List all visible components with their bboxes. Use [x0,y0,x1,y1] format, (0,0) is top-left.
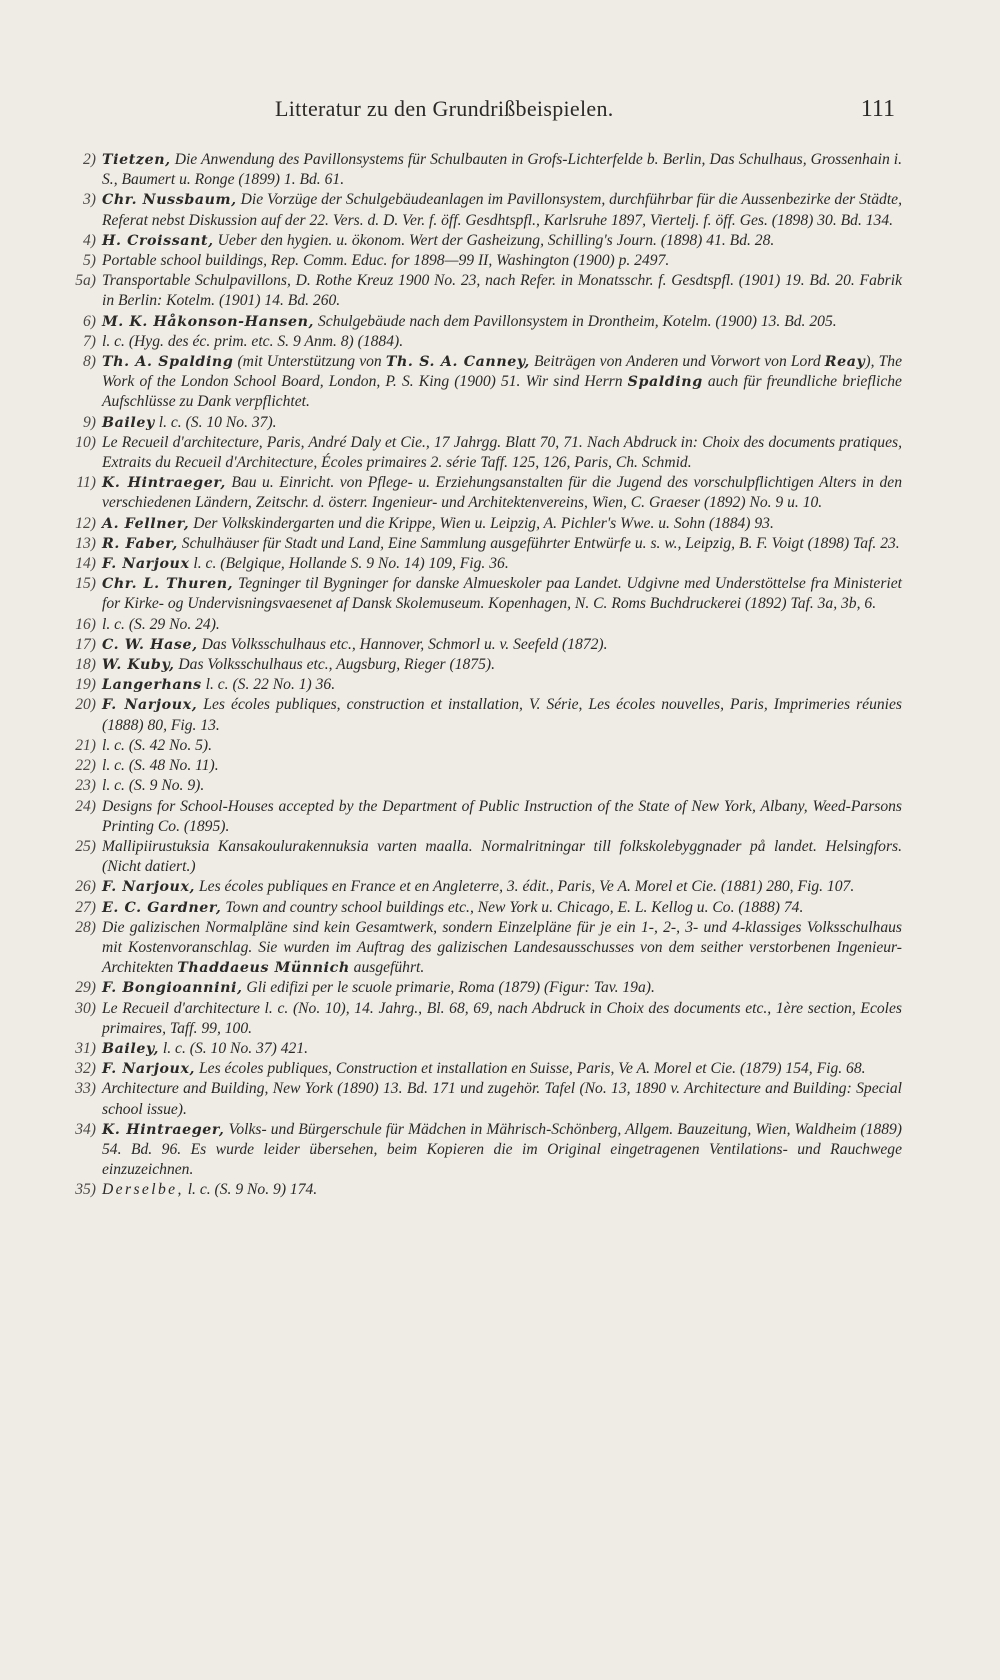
footnote-number: 24) [75,797,96,815]
footnote [60,918,902,979]
footnote [60,554,902,574]
author-name: C. W. Hase, [102,636,198,653]
page-header [0,96,1000,126]
author-name: H. Croissant, [102,232,214,249]
author-name: F. Narjoux, [102,697,198,714]
footnote [60,413,902,433]
footnote-number: 19) [75,676,96,694]
author-name: Langerhans [102,677,202,694]
footnote [60,615,902,635]
footnote-number: 22) [75,757,96,775]
footnote-number: 30) [75,999,96,1017]
citation-text: l. c. (S. 29 No. 24). [102,615,220,633]
footnote [60,736,902,756]
footnote-number: 33) [75,1080,96,1098]
author-name: E. C. Gardner, [102,899,222,916]
citation-text: Gli edifizi per le scuole primarie, Roma (1879) (Figur: Tav. 19a). [242,979,655,997]
author-name: Th. S. A. Canney, [385,354,530,371]
footnote-number: 4) [83,231,96,249]
citation-text: Town and country school buildings etc., New York u. Chicago, E. L. Kellog u. Co. (1888) 74. [221,898,804,916]
author-name: Chr. L. Thuren, [102,576,234,593]
citation-text: ), The Work of the London School Board, London, P. S. King (1900) 51. Wir sind Herrn [102,353,902,391]
footnote [60,776,902,796]
author-name: F. Narjoux, [102,879,196,896]
footnote [60,1039,902,1059]
footnote [60,534,902,554]
footnote [60,312,902,332]
footnote [60,797,902,837]
author-name: Thaddaeus Münnich [177,960,350,977]
citation-text: (mit Unterstützung von [233,353,386,371]
footnote-number: 12) [75,514,96,532]
citation-text: Tegninger til Bygninger for danske Almueskoler paa Landet. Udgivne med Understöttelse fra Ministeriet for Kirke- og Undervisningsvaesenet af Dansk Skolemuseum. Kopenhagen, N. C. Roms Buchdruckerei (1892) Taf. 3a, 3b, 6. [102,575,902,613]
footnote [60,251,902,271]
footnote [60,231,902,251]
citation-text: l. c. (S. 48 No. 11). [102,757,219,775]
citation-text: Das Volksschulhaus etc., Hannover, Schmorl u. v. Seefeld (1872). [197,635,608,653]
footnote-number: 25) [75,837,96,855]
footnote [60,514,902,534]
citation-text: Schulgebäude nach dem Pavillonsystem in Drontheim, Kotelm. (1900) 13. Bd. 205. [314,312,837,330]
footnote [60,635,902,655]
citation-text: Designs for School-Houses accepted by the Department of Public Instruction of the State of New York, Albany, Weed-Parsons Printing Co. (1895). [102,797,902,835]
citation-text: Volks- und Bürgerschule für Mädchen in Mährisch-Schönberg, Allgem. Bauzeitung, Wien, Waldheim (1889) 54. Bd. 96. Es wurde leider übersehen, beim Kopieren die im Original eingetragenen Ventilations- und Rauchwege einzuzeichnen. [102,1120,902,1179]
footnote-number: 32) [75,1060,96,1078]
citation-text: Schulhäuser für Stadt und Land, Eine Sammlung ausgeführter Entwürfe u. s. w., Leipzig, B. F. Voigt (1898) Taf. 23. [177,534,900,552]
footnote-number: 5a) [75,272,96,290]
footnote-number: 13) [75,534,96,552]
footnote [60,999,902,1039]
author-name: Reay [824,354,866,371]
footnote-number: 3) [83,191,96,209]
footnote [60,898,902,918]
footnote [60,433,902,473]
footnote [60,877,902,897]
footnote [60,150,902,190]
footnote [60,574,902,614]
citation-text: Le Recueil d'architecture, Paris, André Daly et Cie., 17 Jahrgg. Blatt 70, 71. Nach Abdruck in: Choix des documents pratiques, Extraits du Recueil d'Architecture, Écoles primaires 2. série Taff. 125, 126, Paris, Ch. Schmid. [102,433,902,472]
author-name: K. Hintraeger, [102,475,226,492]
citation-text: Les écoles publiques, construction et installation, V. Série, Les écoles nouvelles, Paris, Imprimeries réunies (1888) 80, Fig. 13. [102,696,902,734]
footnote [60,190,902,230]
author-name: Tietzen, [102,152,171,168]
citation-text: ausgeführt. [349,959,425,977]
footnote [60,1120,902,1181]
footnote [60,473,902,513]
footnote [60,837,902,877]
footnote [60,978,902,998]
footnote-number: 20) [75,696,96,714]
footnote-number: 17) [75,635,96,653]
footnote [60,332,902,352]
footnote-number: 6) [83,312,96,330]
footnote [60,655,902,675]
citation-text: Die Anwendung des Pavillonsystems für Schulbauten in Grofs-Lichterfelde b. Berlin, Das Schulhaus, Grossenhain i. S., Baumert u. Ronge (1899) 1. Bd. 61. [102,151,902,189]
footnote-number: 28) [75,918,96,936]
footnote [60,695,902,735]
citation-text: Die Vorzüge der Schulgebäudeanlagen im Pavillonsystem, durchführbar für die Aussenbezirke der Städte, Referat nebst Diskussion auf der 22. Vers. d. D. Ver. f. öff. Gesdhtspfl., Karlsruhe 1897, Viertelj. f. öff. Ges. (1898) 30. Bd. 134. [102,191,902,229]
citation-text: auch für freundliche briefliche Aufschlüsse zu Dank verpflichtet. [102,373,902,411]
footnote-number: 21) [75,736,96,754]
running-title: Litteratur zu den Grundrißbeispielen. [275,96,614,121]
footnote-number: 15) [75,575,96,593]
citation-text: l. c. (S. 10 No. 37). [154,413,277,431]
footnote [60,675,902,695]
footnote-number: 14) [75,555,96,573]
author-name: F. Bongioannini, [102,980,243,997]
citation-text: Mallipiirustuksia Kansakoulurakennuksia varten maalla. Normalritningar till folkskolebyggnader på landet. Helsingfors. (Nicht datiert.) [102,837,902,876]
footnote-number: 29) [75,979,96,997]
author-name: Th. A. Spalding [102,354,234,371]
footnote [60,756,902,776]
footnote-number: 34) [75,1120,96,1138]
page-number: 111 [860,96,895,122]
footnote-number: 8) [83,353,96,371]
author-name: R. Faber, [102,535,178,552]
author-name: Derselbe, [102,1181,184,1199]
footnote-number: 11) [76,474,96,492]
citation-text: Architecture and Building, New York (1890) 13. Bd. 171 und zugehör. Tafel (No. 13, 1890 v. Architecture and Building: Special school issue). [102,1080,902,1118]
footnote [60,1059,902,1079]
citation-text: l. c. (S. 10 No. 37) 421. [159,1039,309,1057]
citation-text: Portable school buildings, Rep. Comm. Educ. for 1898—99 II, Washington (1900) p. 2497. [102,252,670,270]
footnote-number: 2) [83,151,96,168]
citation-text: Les écoles publiques en France et en Angleterre, 3. édit., Paris, Ve A. Morel et Cie. (1881) 280, Fig. 107. [195,878,855,896]
author-name: W. Kuby, [102,657,175,674]
author-name: A. Fellner, [102,515,190,532]
footnote-number: 23) [75,777,96,795]
author-name: Bailey [102,414,155,431]
citation-text: l. c. (S. 9 No. 9). [102,777,205,795]
footnote-number: 7) [83,332,96,350]
footnote [60,352,902,413]
citation-text: Die galizischen Normalpläne sind kein Gesamtwerk, sondern Einzelpläne für je ein 1-, 2-, 3- und 4-klassiges Volksschulhaus mit Kostenvoranschlag. Sie wurden im Auftrag des galizischen Landesausschusses von dem seither verstorbenen Ingenieur-Architekten [102,918,902,977]
citation-text: Ueber den hygien. u. ökonom. Wert der Gasheizung, Schilling's Journ. (1898) 41. Bd. 28. [213,231,775,249]
citation-text: l. c. (Hyg. des éc. prim. etc. S. 9 Anm. 8) (1884). [102,332,404,350]
citation-text: l. c. (S. 22 No. 1) 36. [201,676,336,694]
citation-text: Das Volksschulhaus etc., Augsburg, Rieger (1875). [174,656,495,674]
citation-text: Bau u. Einricht. von Pflege- u. Erziehungsanstalten für die Jugend des vorschulpflichtigen Alters in den verschiedenen Ländern, Zeitschr. d. österr. Ingenieur- und Architektenvereins, Wien, C. Graeser (1892) No. 9 u. 10. [102,474,902,512]
footnote-number: 18) [75,656,96,674]
footnote [60,271,902,311]
citation-text: Beiträgen von Anderen und Vorwort von Lord [529,353,825,371]
footnote [60,1079,902,1119]
author-name: K. Hintraeger, [102,1121,225,1138]
citation-text: l. c. (S. 42 No. 5). [102,736,213,754]
footnote-number: 10) [75,433,96,451]
author-name: Bailey, [102,1040,160,1057]
footnote-number: 5) [83,252,96,270]
author-name: Chr. Nussbaum, [102,192,237,209]
footnote-number: 16) [75,615,96,633]
citation-text: Transportable Schulpavillons, D. Rothe Kreuz 1900 No. 23, nach Refer. in Monatsschr. f. Gesdtspfl. (1901) 19. Bd. 20. Fabrik in Berlin: Kotelm. (1901) 14. Bd. 260. [102,272,902,310]
footnote-number: 35) [75,1181,96,1199]
footnote-number: 9) [83,413,96,431]
author-name: M. K. Håkonson-Hansen, [102,313,315,330]
author-name: F. Narjoux, [102,1061,196,1078]
citation-text: Der Volkskindergarten und die Krippe, Wien u. Leipzig, A. Pichler's Wwe. u. Sohn (1884) 93. [189,514,774,532]
author-name: Spalding [627,374,703,391]
footnote [60,1180,902,1200]
citation-text: l. c. (Belgique, Hollande S. 9 No. 14) 109, Fig. 36. [189,555,509,573]
footnote-number: 31) [75,1039,96,1057]
citation-text: Le Recueil d'architecture l. c. (No. 10), 14. Jahrg., Bl. 68, 69, nach Abdruck in Choix des documents etc., 1ère section, Ecoles primaires, Taff. 99, 100. [102,999,902,1037]
author-name: F. Narjoux [102,556,190,573]
bibliography-notes [60,150,902,1201]
footnote-number: 27) [75,898,96,916]
footnote-number: 26) [75,878,96,896]
citation-text: l. c. (S. 9 No. 9) 174. [183,1181,318,1199]
citation-text: Les écoles publiques, Construction et installation en Suisse, Paris, Ve A. Morel et Cie. (1879) 154, Fig. 68. [195,1060,866,1078]
